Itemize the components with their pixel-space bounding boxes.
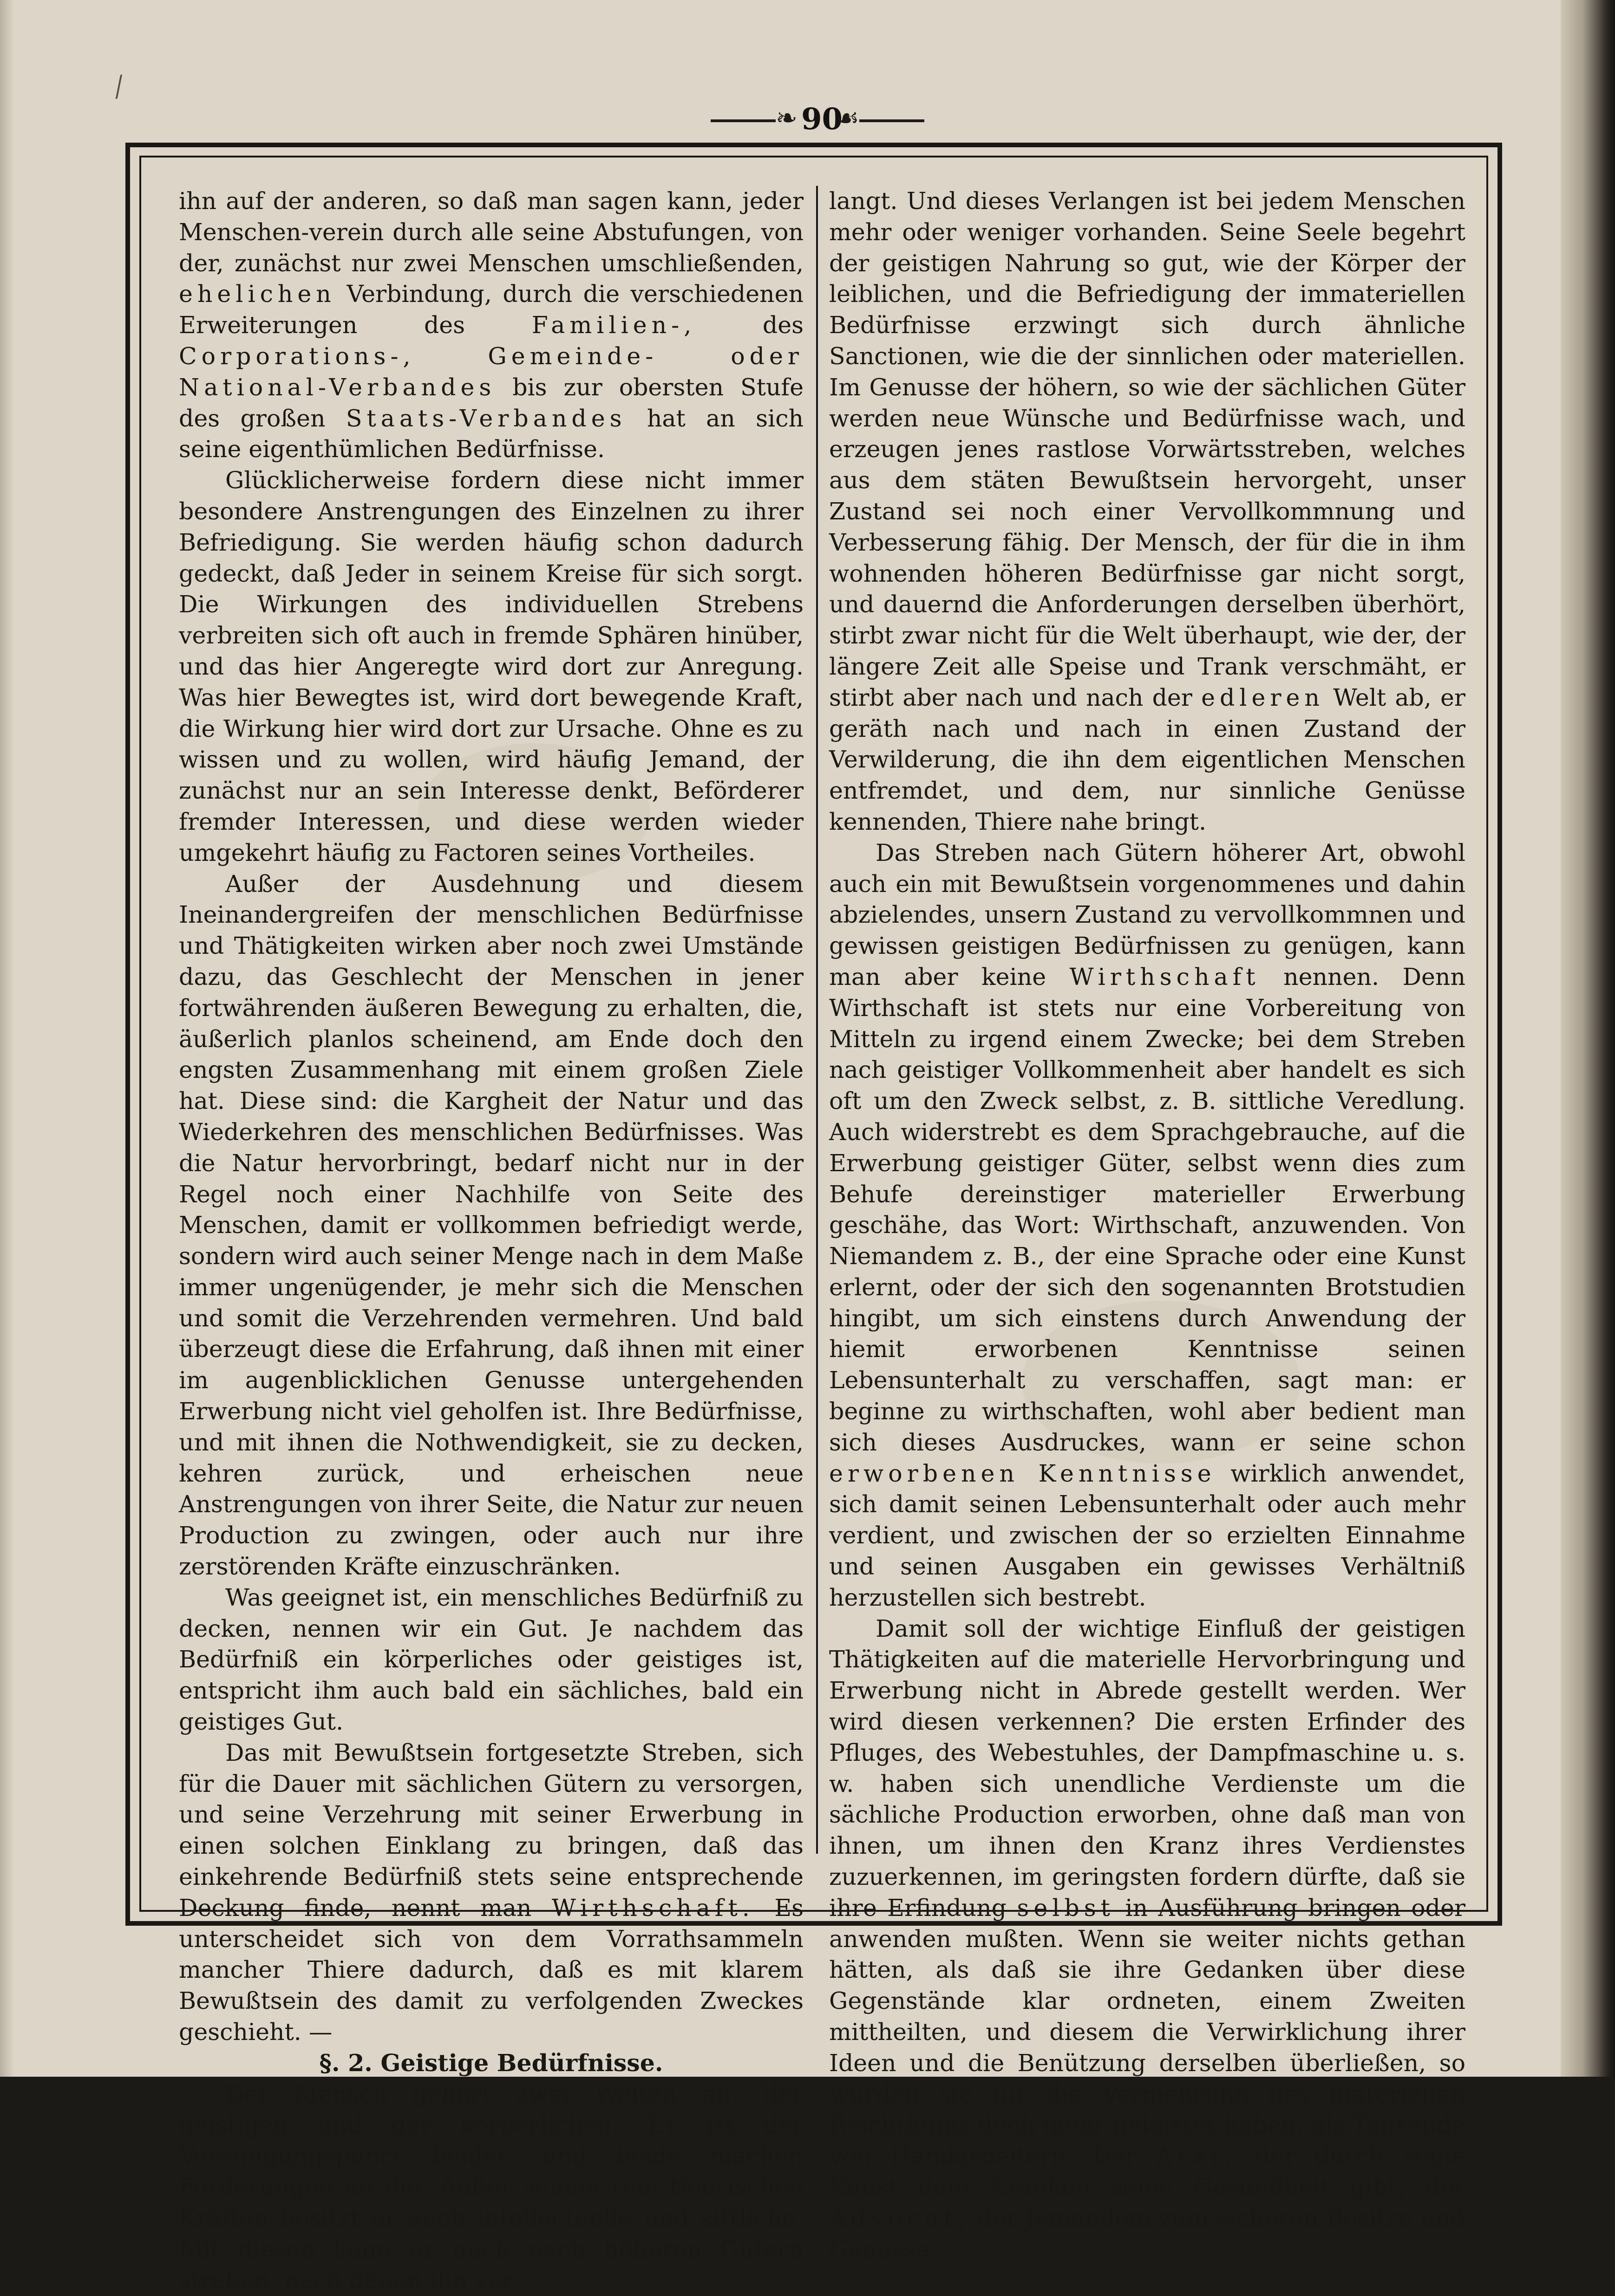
emphasis-text: Staats-Verbandes <box>346 404 627 432</box>
text-run: Welt ab, er geräth nach und nach in einen Zustand der Verwilderung, die ihn dem eigentlichen Menschen entfremdet, und dem, nur sinnliche Genüsse kennenden, Thiere nahe bringt. <box>829 683 1465 835</box>
page-left-edge <box>0 0 14 2077</box>
text-run: des <box>762 311 804 339</box>
text-run: langt. Und dieses Verlangen ist bei jedem Menschen mehr oder weniger vorhanden. Seine Seele begehrt der geistigen Nahrung so gut, wie der Körper der leiblichen, und die Befriedigung der immateriellen Bedürfnisse erzwingt sich durch ähnliche Sanctionen, wie die der sinnlichen oder materiellen. Im Genusse der höhern, so wie der sächlichen Güter werden neue Wünsche und Bedürfnisse wach, und erzeugen jenes rastlose Vorwärtsstreben, welches aus dem stäten Bewußtsein hervorgeht, unser Zustand sei noch einer Vervollkommnung und Verbesserung fähig. Der Mensch, der für die in ihm wohnenden höheren Bedürfnisse gar nicht sorgt, und dauernd die Anforderungen derselben überhört, stirbt zwar nicht für die Welt überhaupt, wie der, der längere Zeit alle Speise und Trank verschmäht, er stirbt aber nach und nach der <box>829 187 1465 711</box>
binding-shadow <box>1561 0 1615 2077</box>
emphasis-text: erworbenen Kenntnisse <box>829 1459 1216 1487</box>
left-column <box>179 186 804 2294</box>
paragraph <box>179 1738 804 2048</box>
text-run: Das Streben nach Gütern höherer Art, obwohl auch ein mit Bewußtsein vorgenommenes und dahin abzielendes, unsern Zustand zu vervollkommnen und gewissen geistigen Bedürfnissen zu genügen, kann man aber keine <box>829 839 1465 991</box>
text-run: der Jemandem zum sicheren Besitze und Genusse <box>829 2204 1465 2263</box>
text-run: der durch seine Kunst dem Kranken seine Gesundheit gibt; der <box>829 2142 1465 2201</box>
emphasis-text: Wirthschaft <box>1069 963 1260 991</box>
emphasis-text: Wirthschaft. <box>551 1894 754 1922</box>
header-rule-right <box>859 119 924 122</box>
paragraph <box>829 186 1465 838</box>
text-run: Das mit Bewußtsein fortgesetzte Streben, sich für die Dauer mit sächlichen Gütern zu versorgen, und seine Verzehrung mit seiner Erwerbung in einen solchen Einklang zu bringen, daß das einkehrende Bedürfniß stets seine entsprechende Deckung finde, nennt man <box>179 1738 804 1922</box>
text-run: Verbindung, durch die verschiedenen Erweiterungen des <box>179 280 804 339</box>
section-title: §. 2. Geistige Bedürfnisse. <box>319 2049 663 2077</box>
text-run: in Ausführung bringen oder anwenden mußten. Wenn sie weiter nichts gethan hätten, als daß sie ihre Gedanken über diese Gegenstände klar ordneten, einem Zweiten mittheilten, und diesem die Verwirklichung ihrer Ideen und die Benützung derselben überließen, so würden sie für die Vermehrung des materiellen Reichthums doch mehr geleistet haben, als Tausende von Handarbeitern. Der <box>829 1894 1465 2170</box>
emphasis-text: Advocat, <box>829 2204 970 2232</box>
page-number: 90 <box>801 102 843 137</box>
emphasis-text: Corporations-, Gemeinde- oder National-Verbandes <box>179 342 804 401</box>
paragraph <box>179 186 804 465</box>
header-rule-left <box>711 119 776 122</box>
header-ornament-left-icon: ❧ <box>776 103 798 133</box>
emphasis-text: edleren <box>1201 683 1324 711</box>
paragraph: Der Mensch gehört zwei Welten an, der geistigen und der körperlichen. Er ist der Vereinigungspunct beider, und beide machen Forderungen an ihn. Außer seinen rein thierischen Kräften besitzt er auch intellectuelle und sittliche. Mit diesen kann er auch nach höheren Gütern streben, nach denen ihn ver- <box>179 2080 804 2294</box>
text-run: Es unterscheidet sich von dem Vorrathsammeln mancher Thiere dadurch, daß es mit klarem Bewußtsein des damit zu verfolgenden Zweckes geschieht. — <box>179 1894 804 2046</box>
text-run: wirklich anwendet, sich damit seinen Lebensunterhalt oder auch mehr verdient, und zwischen der so erzielten Einnahme und seinen Ausgaben ein gewisses Verhältniß herzustellen sich bestrebt. <box>829 1459 1465 1611</box>
text-run: ihn auf der anderen, so daß man sagen kann, jeder Menschen-verein durch alle seine Abstufungen, von der, zunächst nur zwei Menschen umschließenden, <box>179 187 804 277</box>
header-ornament-right-icon: ☙ <box>836 103 859 133</box>
emphasis-text: Familien-, <box>531 311 696 339</box>
text-run: bis zur obersten Stufe des großen <box>179 373 804 432</box>
paragraph: Was geeignet ist, ein menschliches Bedürfniß zu decken, nennen wir ein Gut. Je nachdem das Bedürfniß ein körperliches oder geistiges ist, entspricht ihm auch bald ein sächliches, bald ein geistiges Gut. <box>179 1583 804 1736</box>
paragraph <box>829 1614 1465 2265</box>
text-run: Damit soll der wichtige Einfluß der geistigen Thätigkeiten auf die materielle Hervorbringung und Erwerbung nicht in Abrede gestellt werden. Wer wird diesen verkennen? Die ersten Erfinder des Pfluges, des Webestuhles, der Dampfmaschine u. s. w. haben sich unendliche Verdienste um die sächliche Production erworben, ohne daß man von ihnen, um ihnen den Kranz ihres Verdienstes zuzuerkennen, im geringsten fordern dürfte, daß sie ihre Erfindung <box>829 1614 1465 1922</box>
text-run: nennen. Denn Wirthschaft ist stets nur eine Vorbereitung von Mitteln zu irgend einem Zwecke; bei dem Streben nach geistiger Vollkommenheit aber handelt es sich oft um den Zweck selbst, z. B. sittliche Veredlung. Auch widerstrebt es dem Sprachgebrauche, auf die Erwerbung geistiger Güter, selbst wenn dies zum Behufe dereinstiger materieller Erwerbung geschähe, das Wort: Wirthschaft, anzuwenden. Von Niemandem z. B., der eine Sprache oder eine Kunst erlernt, oder der sich den sogenannten Brotstudien hingibt, um sich einstens durch Anwendung der hiemit erworbenen Kenntnisse seinen Lebensunterhalt zu verschaffen, sagt man: er beginne zu wirthschaften, wohl aber bedient man sich dieses Ausdruckes, wann er seine schon <box>829 963 1465 1456</box>
page-header <box>711 95 924 146</box>
emphasis-text: ehelichen <box>179 280 336 308</box>
emphasis-text: Arzt, <box>1156 2142 1236 2170</box>
text-run: hat an sich seine eigenthümlichen Bedürfnisse. <box>179 404 804 463</box>
margin-pencil-mark: ⁄ <box>111 71 127 104</box>
right-column <box>829 186 1465 2263</box>
emphasis-text: selbst <box>1017 1894 1115 1922</box>
column-divider <box>816 186 818 1854</box>
paragraph <box>829 838 1465 1614</box>
paragraph: Außer der Ausdehnung und diesem Ineinandergreifen der menschlichen Bedürfnisse und Thätigkeiten wirken aber noch zwei Umstände dazu, das Geschlecht der Menschen in jener fortwährenden äußeren Bewegung zu erhalten, die, äußerlich planlos scheinend, am Ende doch den engsten Zusammenhang mit einem großen Ziele hat. Diese sind: die Kargheit der Natur und das Wiederkehren des menschlichen Bedürfnisses. Was die Natur hervorbringt, bedarf nicht nur in der Regel noch einer Nachhilfe von Seite des Menschen, damit er vollkommen befriedigt werde, sondern wird auch seiner Menge nach in dem Maße immer ungenügender, je mehr sich die Menschen und somit die Verzehrenden vermehren. Und bald überzeugt diese die Erfahrung, daß ihnen mit einer im augenblicklichen Genusse untergehenden Erwerbung nicht viel geholfen ist. Ihre Bedürfnisse, und mit ihnen die Nothwendigkeit, sie zu decken, kehren zurück, und erheischen neue Anstrengungen von ihrer Seite, die Natur zur neuen Production zu zwingen, oder auch nur ihre zerstörenden Kräfte einzuschränken. <box>179 870 804 1581</box>
paragraph: Glücklicherweise fordern diese nicht immer besondere Anstrengungen des Einzelnen zu ihrer Befriedigung. Sie werden häufig schon dadurch gedeckt, daß Jeder in seinem Kreise für sich sorgt. Die Wirkungen des individuellen Strebens verbreiten sich oft auch in fremde Sphären hinüber, und das hier Angeregte wird dort zur Anregung. Was hier Bewegtes ist, wird dort bewegende Kraft, die Wirkung hier wird dort zur Ursache. Ohne es zu wissen und zu wollen, wird häufig Jemand, der zunächst nur an sein Interesse denkt, Beförderer fremder Interessen, und diese werden wieder umgekehrt häufig zu Factoren seines Vortheiles. <box>179 466 804 866</box>
